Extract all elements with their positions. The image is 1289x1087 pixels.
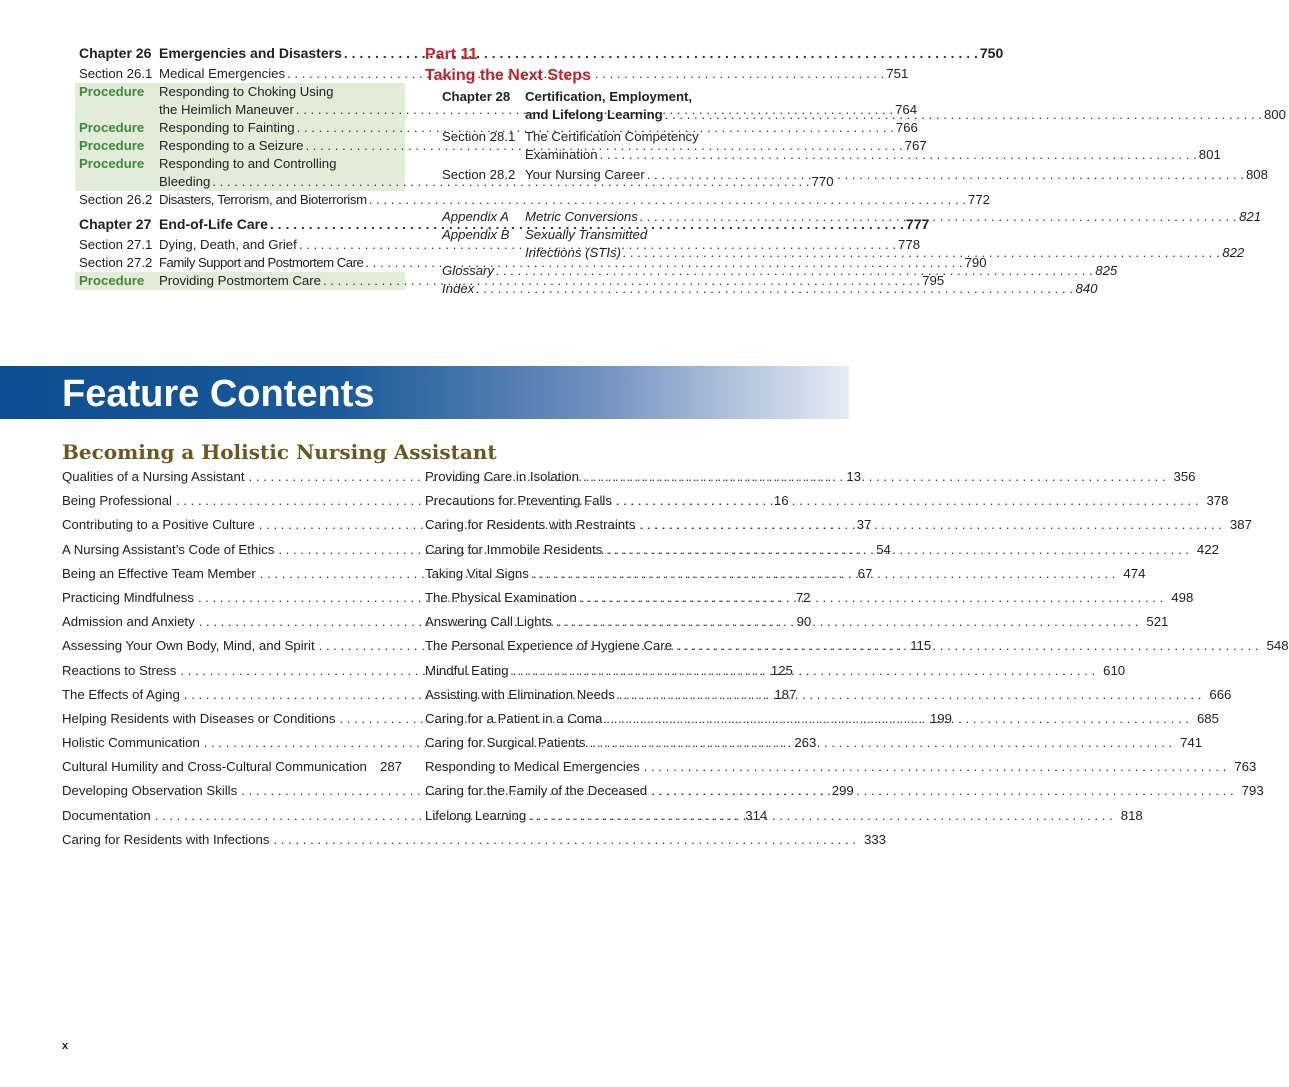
feature-title: Assisting with Elimination Needs xyxy=(425,686,615,702)
feature-title: Caring for Residents with Restraints xyxy=(425,517,636,533)
leader-dots xyxy=(606,542,1189,557)
feature-title: Developing Observation Skills xyxy=(62,783,238,799)
toc-title: Responding to Fainting xyxy=(159,120,295,135)
toc-page: 808 xyxy=(1245,167,1268,182)
toc-label: Appendix B xyxy=(442,227,510,242)
leader-dots xyxy=(273,832,856,847)
toc-title-line1: Responding to Choking Using xyxy=(159,84,334,99)
feature-page: 333 xyxy=(863,831,886,847)
feature-page: 498 xyxy=(1171,589,1194,605)
toc-title-line1: Certification, Employment, xyxy=(525,89,693,104)
feature-page: 13 xyxy=(846,469,862,484)
leader-dots xyxy=(513,663,1096,678)
leader-dots xyxy=(371,759,372,774)
toc-title: Dying, Death, and Grief xyxy=(159,237,297,252)
toc-label: Procedure xyxy=(79,156,145,171)
toc-page: 766 xyxy=(895,120,918,135)
leader-dots xyxy=(496,262,1093,280)
feature-page: 763 xyxy=(1234,759,1257,775)
feature-item[interactable] xyxy=(62,831,886,856)
toc-page: 800 xyxy=(1263,107,1286,122)
feature-page: 187 xyxy=(774,686,797,702)
feature-page: 72 xyxy=(795,589,811,605)
toc-label: Section 27.2 xyxy=(79,255,153,270)
toc-label: Procedure xyxy=(79,138,145,153)
toc-label: Appendix A xyxy=(442,209,509,224)
toc-title: End-of-Life Care xyxy=(159,216,268,232)
toc-page: 777 xyxy=(905,216,930,232)
toc-label: Section 26.1 xyxy=(79,66,153,81)
toc-page: 778 xyxy=(898,237,921,252)
feature-page: 16 xyxy=(773,493,789,509)
feature-title: Caring for Immobile Residents xyxy=(425,541,603,557)
toc-label: Section 28.1 xyxy=(442,129,516,144)
feature-page: 67 xyxy=(857,565,873,581)
feature-page: 54 xyxy=(876,541,891,557)
toc-page: 840 xyxy=(1075,281,1098,296)
feature-title: The Physical Examination xyxy=(425,589,577,605)
feature-title: Caring for Surgical Patients xyxy=(425,735,586,751)
leader-dots xyxy=(651,783,1234,798)
feature-title: Assessing Your Own Body, Mind, and Spirit xyxy=(62,638,315,654)
toc-label: Section 27.1 xyxy=(79,237,153,252)
feature-page: 474 xyxy=(1123,565,1146,581)
toc-title: Glossary xyxy=(442,263,495,278)
toc-label: Chapter 27 xyxy=(79,216,152,232)
toc-title-line1: Responding to and Controlling xyxy=(159,156,337,171)
feature-page: 666 xyxy=(1209,686,1232,702)
toc-page: 795 xyxy=(922,273,945,288)
feature-page: 199 xyxy=(929,710,952,726)
feature-title: Contributing to a Positive Culture xyxy=(62,517,255,533)
toc-label: Section 26.2 xyxy=(79,192,153,207)
toc-page: 801 xyxy=(1198,147,1221,162)
toc-page: 764 xyxy=(895,102,918,117)
feature-item[interactable] xyxy=(425,759,1257,783)
toc-title: Emergencies and Disasters xyxy=(159,45,342,61)
feature-title: Caring for the Family of the Deceased xyxy=(425,783,648,799)
feature-page: 685 xyxy=(1196,710,1219,726)
leader-dots xyxy=(676,638,1259,653)
leader-dots xyxy=(590,735,1173,750)
leader-dots xyxy=(616,493,1199,508)
toc-label: Chapter 28 xyxy=(442,89,511,104)
toc-title-line1: The Certification Competency xyxy=(525,129,699,144)
toc-title: Your Nursing Career xyxy=(525,167,645,182)
feature-title: A Nursing Assistant’s Code of Ethics xyxy=(62,541,275,557)
feature-title: Practicing Mindfulness xyxy=(62,589,194,605)
toc-label: Chapter 26 xyxy=(79,45,152,61)
feature-page: 741 xyxy=(1180,735,1203,751)
toc-page: 825 xyxy=(1095,263,1118,278)
feature-page: 115 xyxy=(910,638,932,654)
leader-dots xyxy=(533,566,1116,581)
feature-page: 125 xyxy=(770,662,793,678)
feature-title: Reactions to Stress xyxy=(62,662,177,678)
feature-title: Documentation xyxy=(62,807,151,823)
feature-page: 818 xyxy=(1120,807,1143,823)
feature-title: Helping Residents with Diseases or Conditions xyxy=(62,710,336,726)
feature-page: 90 xyxy=(796,614,812,630)
feature-page: 263 xyxy=(794,735,817,751)
feature-page: 793 xyxy=(1241,783,1264,799)
feature-item[interactable] xyxy=(425,807,1143,832)
toc-title: Index xyxy=(442,281,475,296)
leader-dots xyxy=(647,166,1244,184)
feature-title: Providing Care in Isolation xyxy=(425,469,579,484)
toc-page: 751 xyxy=(886,66,909,81)
feature-title: Taking Vital Signs xyxy=(425,565,529,581)
page-folio: x xyxy=(62,1040,69,1052)
leader-dots xyxy=(581,590,1164,605)
toc-title-line2: the Heimlich Maneuver xyxy=(159,102,294,117)
toc-title-line1: Sexually Transmitted xyxy=(525,227,648,242)
feature-page: 356 xyxy=(1173,469,1196,484)
leader-dots xyxy=(606,711,1189,726)
leader-dots xyxy=(639,517,1222,532)
toc-title: Providing Postmortem Care xyxy=(159,273,321,288)
leader-dots xyxy=(644,759,1227,774)
feature-title: Holistic Communication xyxy=(62,735,200,751)
feature-title: Caring for Residents with Infections xyxy=(62,831,270,847)
feature-page: 37 xyxy=(856,517,872,533)
toc-title-line2: Infections (STIs) xyxy=(525,245,622,260)
feature-page: 610 xyxy=(1103,662,1126,678)
feature-item[interactable] xyxy=(62,759,402,783)
toc-page: 767 xyxy=(904,138,927,153)
toc-page: 750 xyxy=(979,45,1004,61)
feature-title: Caring for a Patient in a Coma xyxy=(425,710,603,726)
toc-title: Disasters, Terrorism, and Bioterrorism xyxy=(159,192,367,207)
toc-label: Procedure xyxy=(79,120,145,135)
feature-page: 378 xyxy=(1206,493,1229,509)
toc-label: Procedure xyxy=(79,84,145,99)
feature-page: 387 xyxy=(1229,517,1252,533)
feature-title: Cultural Humility and Cross-Cultural Communication xyxy=(62,759,367,775)
leader-dots xyxy=(476,280,1073,298)
feature-page: 422 xyxy=(1196,541,1219,557)
leader-dots xyxy=(623,244,1220,262)
feature-page: 521 xyxy=(1146,614,1169,630)
part-title: Taking the Next Steps xyxy=(425,67,591,84)
feature-title: Being Professional xyxy=(62,493,172,509)
feature-title: Responding to Medical Emergencies xyxy=(425,759,640,775)
toc-page: 770 xyxy=(811,174,834,189)
leader-dots xyxy=(600,146,1197,164)
banner-title: Feature Contents xyxy=(62,373,375,415)
feature-title: Qualities of a Nursing Assistant xyxy=(62,469,245,484)
leader-dots xyxy=(619,687,1202,702)
leader-dots xyxy=(556,614,1139,629)
feature-title: Precautions for Preventing Falls xyxy=(425,493,612,509)
toc-title: Family Support and Postmortem Care xyxy=(159,255,364,270)
feature-title: The Personal Experience of Hygiene Care xyxy=(425,638,673,654)
feature-title: Answering Call Lights xyxy=(425,614,552,630)
toc-label: Procedure xyxy=(79,273,145,288)
feature-title: Being an Effective Team Member xyxy=(62,565,256,581)
toc-page: 822 xyxy=(1222,245,1245,260)
toc-title: Responding to a Seizure xyxy=(159,138,304,153)
feature-title: The Effects of Aging xyxy=(62,686,180,702)
leader-dots xyxy=(665,106,1262,124)
toc-title: Medical Emergencies xyxy=(159,66,286,81)
toc-page: 821 xyxy=(1239,209,1262,224)
toc-title-line2: and Lifelong Learning xyxy=(525,107,663,122)
feature-title: Lifelong Learning xyxy=(425,807,527,823)
toc-title-line2: Examination xyxy=(525,147,598,162)
part-number: Part 11 xyxy=(425,46,478,63)
toc-page: 772 xyxy=(967,192,990,207)
feature-page: 314 xyxy=(745,807,768,823)
toc-title-line2: Bleeding xyxy=(159,174,211,189)
feature-page: 287 xyxy=(379,759,402,775)
toc-page: 790 xyxy=(964,255,987,270)
toc-label: Section 28.2 xyxy=(442,167,516,182)
leader-dots xyxy=(530,808,1113,823)
leader-dots xyxy=(640,208,1237,226)
section-heading: Becoming a Holistic Nursing Assistant xyxy=(62,440,497,464)
feature-title: Mindful Eating xyxy=(425,662,509,678)
leader-dots xyxy=(583,469,1166,484)
feature-page: 299 xyxy=(831,783,854,799)
toc-section-26-2[interactable] xyxy=(75,191,990,209)
toc-title: Metric Conversions xyxy=(525,209,638,224)
feature-page: 548 xyxy=(1266,638,1289,654)
feature-title: Admission and Anxiety xyxy=(62,614,195,630)
